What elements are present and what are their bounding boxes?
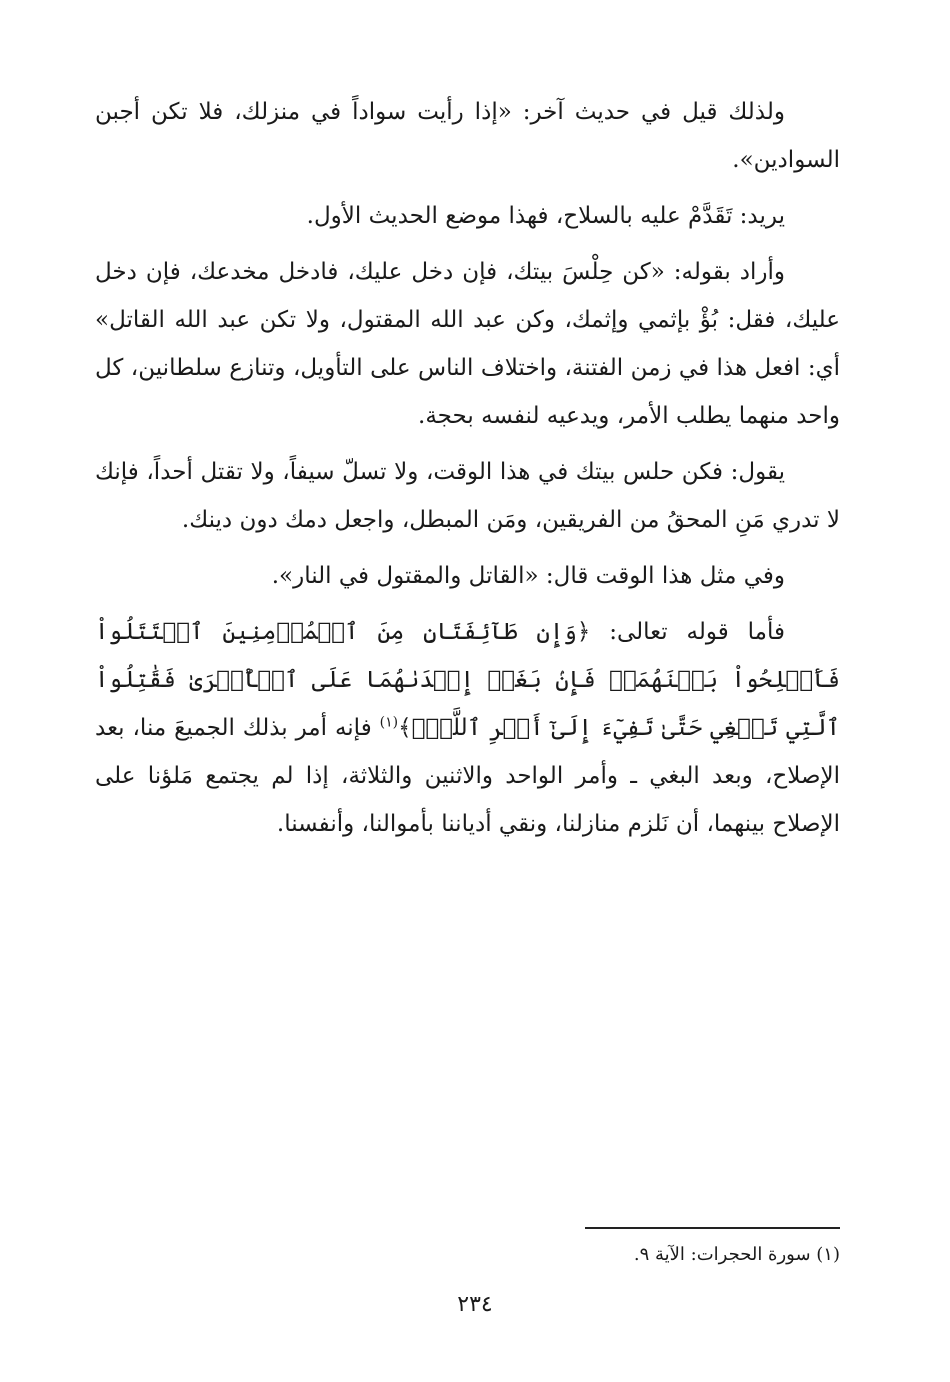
paragraph-5: وفي مثل هذا الوقت قال: «القاتل والمقتول في النار». (271, 563, 785, 589)
footnote: (١) سورة الحجرات: الآية ٩. (633, 1244, 840, 1265)
quran-verse: ﴿وَإِن طَآئِفَتَانِ مِنَ ٱلۡمُؤۡمِنِينَ ٱقۡتَتَلُواْ فَأَصۡلِحُواْ بَيۡنَهُمَاۖ فَإِنۢ بَغَتۡ إِحۡدَىٰهُمَا عَلَى ٱلۡأُخۡرَىٰ فَقَٰتِلُواْ ٱلَّتِي تَبۡغِي حَتَّىٰ تَفِيٓءَ إِلَىٰٓ أَمۡرِ ٱللَّهِۚ﴾ (95, 619, 840, 741)
paragraph-3: وأراد بقوله: «كن حِلْسَ بيتك، فإن دخل عليك، فادخل مخدعك، فإن دخل عليك، فقل: بُؤْ بإثمي وإثمك، وكن عبد الله المقتول، ولا تكن عبد الله القاتل» أي: افعل هذا في زمن الفتنة، واختلاف الناس على التأويل، وتنازع سلطانين، كل واحد منهما يطلب الأمر، ويدعيه لنفسه بحجة. (95, 259, 840, 429)
paragraph-6-rest: فإنه أمر بذلك الجميعَ منا، بعد الإصلاح، وبعد البغي ـ وأمر الواحد والاثنين والثلاثة، إذا لم يجتمع مَلؤنا على الإصلاح بينهما، أن نَلزم منازلنا، ونقي أدياننا بأموالنا، وأنفسنا. (95, 715, 840, 837)
paragraph-6-intro: فأما قوله تعالى: (590, 619, 785, 645)
page-body (95, 88, 840, 856)
paragraph-1: ولذلك قيل في حديث آخر: «إذا رأيت سواداً في منزلك، فلا تكن أجبن السوادين». (95, 99, 840, 173)
paragraph-4: يقول: فكن حلس بيتك في هذا الوقت، ولا تسلّ سيفاً، ولا تقتل أحداً، فإنك لا تدري مَنِ المحقُ من الفريقين، ومَن المبطل، واجعل دمك دون دينك. (95, 459, 840, 533)
footnote-divider (585, 1227, 840, 1229)
page-number: ٢٣٤ (457, 1292, 493, 1317)
paragraph-6 (95, 608, 840, 848)
paragraph-2: يريد: تَقَدَّمْ عليه بالسلاح، فهذا موضع الحديث الأول. (306, 203, 785, 229)
footnote-reference: (١) (379, 714, 399, 731)
